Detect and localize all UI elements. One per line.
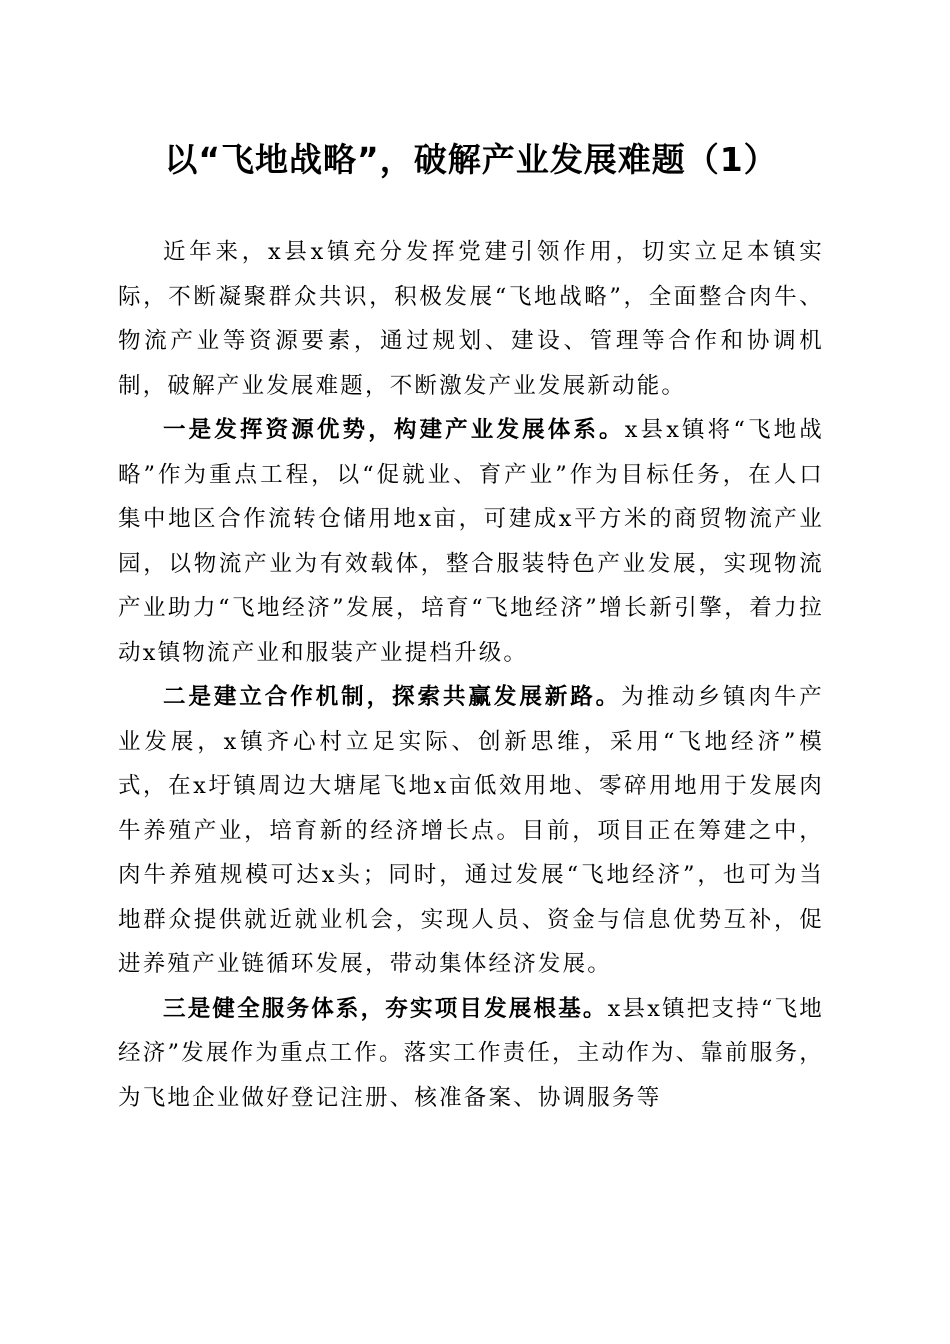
paragraph-intro <box>118 230 824 408</box>
paragraph-point-2-lead: 二是建立合作机制，探索共赢发展新路。 <box>163 684 622 710</box>
paragraph-point-3 <box>118 987 824 1121</box>
paragraph-point-1 <box>118 408 824 675</box>
paragraph-point-1-lead: 一是发挥资源优势，构建产业发展体系。 <box>163 417 625 443</box>
paragraph-point-2 <box>118 675 824 987</box>
document-body <box>118 230 824 1120</box>
paragraph-point-3-text: x县x镇把支持“飞地经济”发展作为重点工作。落实工作责任，主动作为、靠前服务，为飞地企业做好登记注册、核准备案、协调服务等 <box>118 995 824 1111</box>
paragraph-intro-text: 近年来，x县x镇充分发挥党建引领作用，切实立足本镇实际，不断凝聚群众共识，积极发展“飞地战略”，全面整合肉牛、物流产业等资源要素，通过规划、建设、管理等合作和协调机制，破解产业发展难题，不断激发产业发展新动能。 <box>118 239 824 399</box>
paragraph-point-1-text: x县x镇将“飞地战略”作为重点工程，以“促就业、育产业”作为目标任务，在人口集中地区合作流转仓储用地x亩，可建成x平方米的商贸物流产业园，以物流产业为有效载体，整合服装特色产业发展，实现物流产业助力“飞地经济”发展，培育“飞地经济”增长新引擎，着力拉动x镇物流产业和服装产业提档升级。 <box>118 417 824 666</box>
paragraph-point-2-text: 为推动乡镇肉牛产业发展，x镇齐心村立足实际、创新思维，采用“飞地经济”模式，在x圩镇周边大塘尾飞地x亩低效用地、零碎用地用于发展肉牛养殖产业，培育新的经济增长点。目前，项目正在筹建之中，肉牛养殖规模可达x头；同时，通过发展“飞地经济”，也可为当地群众提供就近就业机会，实现人员、资金与信息优势互补，促进养殖产业链循环发展，带动集体经济发展。 <box>118 684 824 977</box>
paragraph-point-3-lead: 三是健全服务体系，夯实项目发展根基。 <box>163 995 608 1022</box>
document-title: 以“飞地战略”，破解产业发展难题（1） <box>164 140 778 179</box>
